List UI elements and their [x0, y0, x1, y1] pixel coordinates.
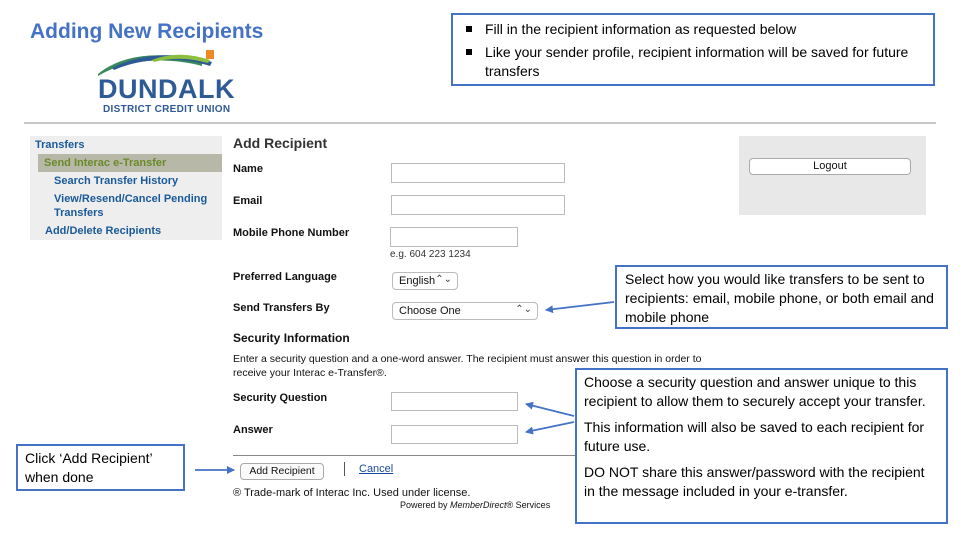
slide-title: Adding New Recipients — [30, 20, 264, 43]
phone-format-hint: e.g. 604 223 1234 — [390, 249, 471, 260]
powered-by-suffix: ® Services — [506, 500, 551, 510]
arrow-to-answer-icon — [526, 422, 574, 432]
logo-name: DUNDALK — [98, 74, 235, 104]
powered-by-brand: MemberDirect — [450, 500, 507, 510]
select-arrows-icon: ⌃⌄ — [435, 274, 452, 285]
name-label: Name — [233, 163, 263, 175]
cancel-link[interactable]: Cancel — [359, 463, 394, 475]
security-callout-text: This information will also be saved to each recipient for future use. — [584, 419, 925, 454]
trademark-notice: ® Trade-mark of Interac Inc. Used under license. — [233, 487, 471, 499]
powered-by-prefix: Powered by — [400, 500, 451, 510]
email-label: Email — [233, 195, 263, 207]
logo-subtitle: DISTRICT CREDIT UNION — [103, 104, 231, 115]
security-callout-text: DO NOT share this answer/password with the recipient in the message included in your e-transfer. — [584, 464, 925, 499]
sidebar-item-pending-transfers[interactable]: View/Resend/Cancel Pending Transfers — [54, 193, 208, 219]
arrow-to-question-icon — [526, 404, 574, 416]
send-by-callout: Select how you would like transfers to be sent to recipients: email, mobile phone, or both email and mobile phone — [615, 265, 948, 329]
sidebar-item-add-delete-recipients[interactable]: Add/Delete Recipients — [45, 225, 162, 237]
select-arrows-icon: ⌃⌄ — [515, 304, 532, 315]
add-recipient-callout: Click ‘Add Recipient’ when done — [16, 444, 185, 491]
language-select-value: English — [399, 275, 436, 287]
mobile-phone-label: Mobile Phone Number — [233, 227, 350, 239]
answer-label: Answer — [233, 424, 273, 436]
sidebar-item-send-interac[interactable]: Send Interac e-Transfer — [38, 154, 222, 172]
add-recipient-button[interactable]: Add Recipient — [240, 463, 324, 480]
send-transfers-by-label: Send Transfers By — [233, 302, 330, 314]
sidebar-item-search-history[interactable]: Search Transfer History — [54, 175, 179, 187]
arrow-to-send-by-icon — [546, 302, 614, 310]
security-callout-text: Choose a security question and answer unique to this recipient to allow them to securely accept your transfer. — [584, 374, 926, 409]
preferred-language-label: Preferred Language — [233, 271, 337, 283]
instruction-bullet: Fill in the recipient information as requested below — [463, 20, 923, 39]
security-information-heading: Security Information — [233, 331, 350, 345]
security-question-label: Security Question — [233, 392, 328, 404]
security-description: Enter a security question and a one-word answer. The recipient must answer this question in order to receive your Interac e-Transfer®. — [233, 353, 702, 379]
form-title: Add Recipient — [233, 135, 328, 151]
instruction-bullet: Like your sender profile, recipient information will be saved for future transfers — [463, 43, 923, 81]
send-by-select-value: Choose One — [399, 305, 461, 317]
logout-button[interactable]: Logout — [749, 158, 911, 175]
sidebar-item-transfers[interactable]: Transfers — [35, 139, 85, 151]
